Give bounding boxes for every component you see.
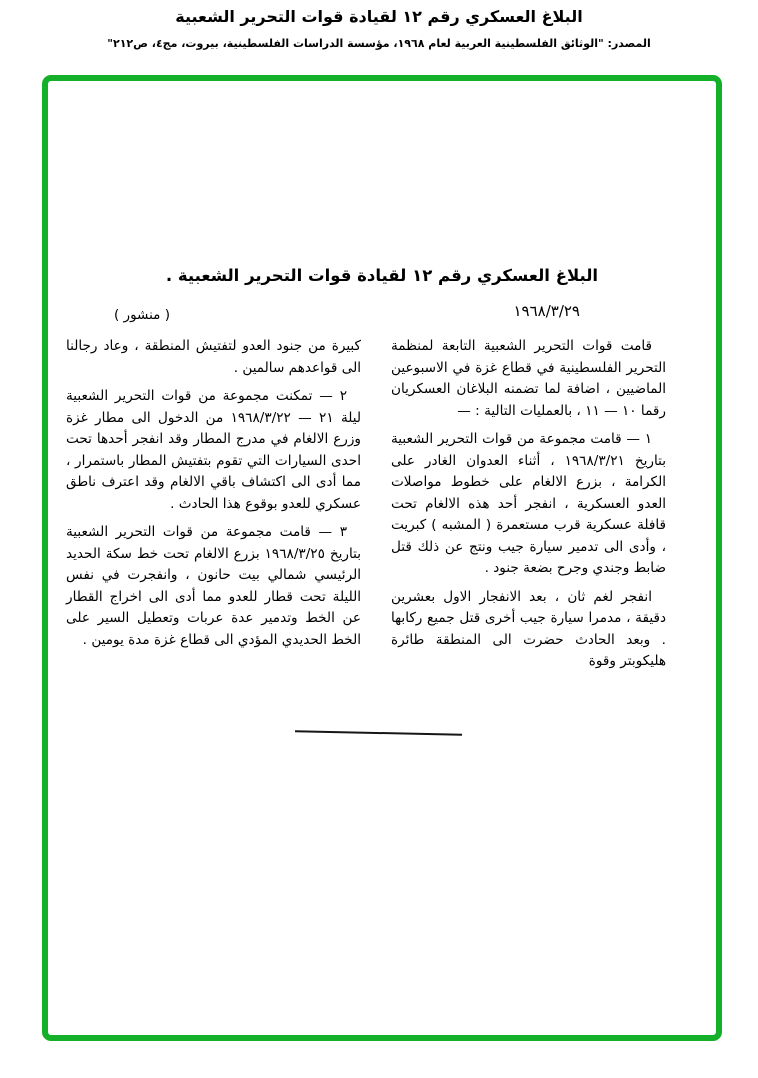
column-left xyxy=(66,336,361,680)
column-right xyxy=(391,336,666,680)
document-body xyxy=(66,336,666,680)
published-note: ( منشور ) xyxy=(114,307,170,323)
end-of-text-divider xyxy=(295,730,462,735)
paragraph-operation-1-continued: انفجر لغم ثان ، بعد الانفجار الاول بعشرين دقيقة ، مدمرا سيارة جيب أخرى قتل جميع ركابها . وبعد الحادث حضرت الى المنطقة طائرة هليكوبتر وقوة xyxy=(391,588,666,669)
paragraph-operation-1: ١ — قامت مجموعة من قوات التحرير الشعبية بتاريخ ١٩٦٨/٣/٢١ ، أثناء العدوان الغادر على الكرامة ، بزرع الالغام على خطوط مواصلات العدو العسكرية ، انفجر أحد هذه الالغام تحت قافلة عسكرية قرب مستعمرة ( المشبه ) كبريت ، وأدى الى تدمير سيارة جيب ونتج عن ذلك قتل ضابط وجندي وجرح بضعة جنود . xyxy=(391,431,666,576)
source-line: المصدر: "الوثائق الفلسطينية العربية لعام ١٩٦٨، مؤسسة الدراسات الفلسطينية، بيروت، مج٤، ص٢١٢" xyxy=(107,37,651,50)
paragraph-intro: قامت قوات التحرير الشعبية التابعة لمنظمة التحرير الفلسطينية في قطاع غزة في الاسبوعين الماضيين ، اضافة لما تضمنه البلاغان العسكريان رقما ١٠ — ١١ ، بالعمليات التالية : — xyxy=(391,338,666,419)
document-date: ١٩٦٨/٣/٢٩ xyxy=(513,302,580,320)
paragraph-operation-2: ٢ — تمكنت مجموعة من قوات التحرير الشعبية ليلة ٢١ — ١٩٦٨/٣/٢٢ من الدخول الى مطار غزة وزرع الالغام في مدرج المطار وقد انفجر أحدها تحت احدى السيارات التي تقوم بتفتيش المطار باستمرار ، مما أدى الى اكتشاف باقي الالغام وقد اعترف ناطق عسكري للعدو بوقوع هذا الحادث . xyxy=(66,388,361,512)
document-meta-row xyxy=(48,302,716,334)
page-title: البلاغ العسكري رقم ١٢ لقيادة قوات التحرير الشعبية xyxy=(175,7,583,26)
paragraph-operation-3: ٣ — قامت مجموعة من قوات التحرير الشعبية بتاريخ ١٩٦٨/٣/٢٥ بزرع الالغام تحت خط سكة الحديد الرئيسي شمالي بيت حانون ، وانفجرت في نفس الليلة تحت قطار للعدو مما أدى الى اخراج القطار عن الخط وتدمير عدة عربات وتعطيل السير على الخط الحديدي المؤدي الى قطاع غزة مدة يومين . xyxy=(66,524,361,648)
document-title: البلاغ العسكري رقم ١٢ لقيادة قوات التحرير الشعبية . xyxy=(165,266,599,285)
document-frame xyxy=(42,75,722,1041)
paragraph-continuation: كبيرة من جنود العدو لتفتيش المنطقة ، وعاد رجالنا الى قواعدهم سالمين . xyxy=(66,338,361,376)
